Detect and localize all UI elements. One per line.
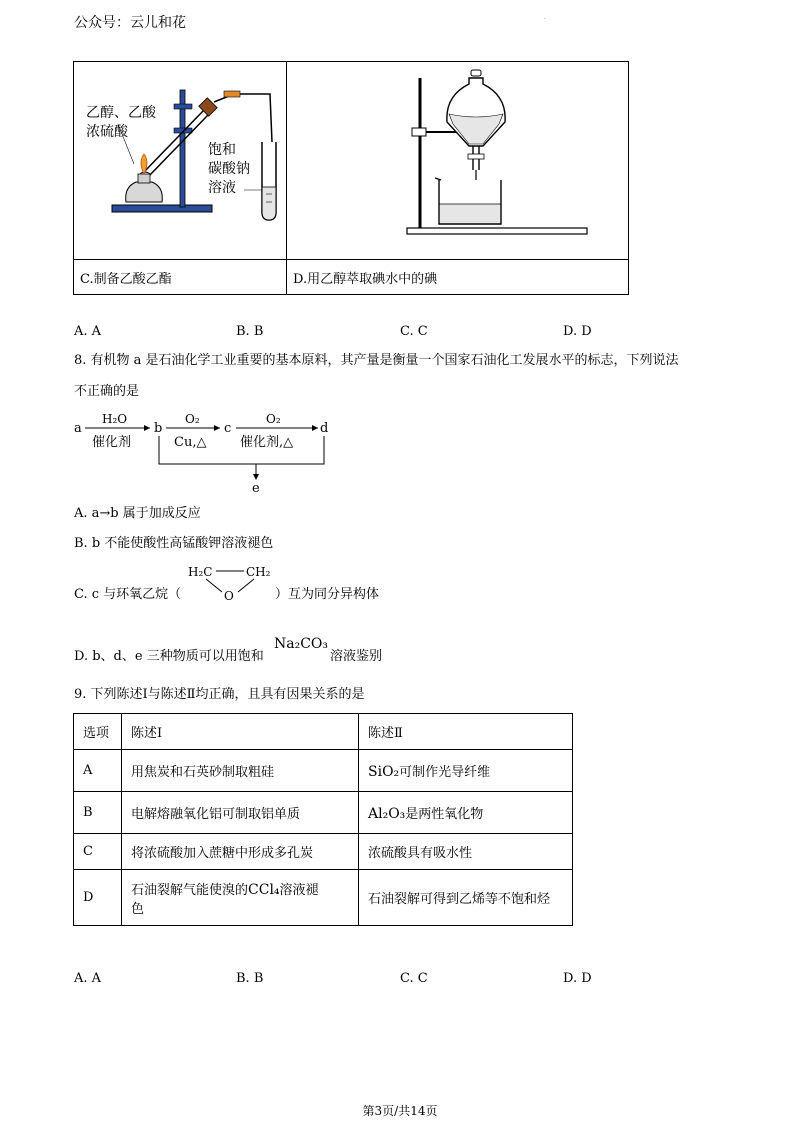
scheme-d: d <box>320 421 329 436</box>
q7-choice-d: D. D <box>563 324 592 339</box>
table-row <box>74 834 573 870</box>
q9-row-a-s2-text: 可制作光导纤维 <box>399 765 491 780</box>
solution-label-3: 溶液 <box>208 180 236 196</box>
q8-stem-line1: 8. 有机物 a 是石油化学工业重要的基本原料，其产量是衡量一个国家石油化工发展水平的标志，下列说法 <box>74 353 679 368</box>
solution-label-2: 碳酸钠 <box>208 161 250 177</box>
q9-row-d-option: D <box>74 870 122 926</box>
q8-option-d-post: 溶液鉴别 <box>330 649 383 664</box>
page-number: 第3页/共14页 <box>362 1104 438 1118</box>
q8-option-b: B. b 不能使酸性高锰酸钾溶液褪色 <box>74 536 274 551</box>
q9-choice-a: A. A <box>74 971 102 986</box>
q9-row-b-s1: 电解熔融氧化铝可制取铝单质 <box>122 792 359 834</box>
source-header: 公众号：云儿和花 <box>74 15 186 31</box>
q9-row-d-s1 <box>122 870 359 926</box>
q8-option-c-pre: C. c 与环氧乙烷（ <box>74 587 182 602</box>
q7-apparatus-table <box>73 61 629 295</box>
q9-row-a-option: A <box>74 750 122 792</box>
q9-header-s1: 陈述Ⅰ <box>122 714 359 750</box>
q9-row-b-s2-text: 是两性氧化物 <box>405 807 484 822</box>
q8-option-d-pre: D. b、d、e 三种物质可以用饱和 <box>74 649 264 664</box>
scheme-b: b <box>154 421 163 436</box>
q7-choice-c: C. C <box>400 324 428 339</box>
table-row <box>74 870 573 926</box>
epoxide-ch2: CH₂ <box>246 565 271 579</box>
separatory-funnel-figure <box>287 62 627 255</box>
q9-stem: 9. 下列陈述Ⅰ与陈述Ⅱ均正确，且具有因果关系的是 <box>74 687 365 702</box>
q9-row-c-s2: 浓硫酸具有吸水性 <box>359 834 573 870</box>
q9-header-row <box>74 714 573 750</box>
q9-row-d-formula: CCl₄ <box>248 881 280 898</box>
q9-row-b-option: B <box>74 792 122 834</box>
q9-row-d-s2: 石油裂解可得到乙烯等不饱和烃 <box>359 870 573 926</box>
scheme-r3-bottom: 催化剂,△ <box>240 435 294 450</box>
q9-row-a-formula: SiO₂ <box>368 764 400 780</box>
q9-row-c-option: C <box>74 834 122 870</box>
q7-choice-b: B. B <box>236 324 264 339</box>
q7-caption-c: C.制备乙酸乙酯 <box>74 260 287 295</box>
scheme-r1-top: H₂O <box>102 412 128 426</box>
q9-header-s2: 陈述Ⅱ <box>359 714 573 750</box>
q9-header-option: 选项 <box>74 714 122 750</box>
q9-row-a-s2 <box>359 750 573 792</box>
q7-caption-d: D.用乙醇萃取碘水中的碘 <box>287 260 629 295</box>
q9-row-c-s1: 将浓硫酸加入蔗糖中形成多孔炭 <box>122 834 359 870</box>
q7-cell-d-image <box>287 62 629 260</box>
solution-label-1: 饱和 <box>208 142 236 158</box>
epoxide-o: O <box>224 589 234 603</box>
q9-choice-b: B. B <box>236 971 264 986</box>
q8-option-d-formula: Na₂CO₃ <box>274 636 329 652</box>
q8-option-c-post: ）互为同分异构体 <box>275 587 380 602</box>
table-row <box>74 750 573 792</box>
reagent-label-2: 浓硫酸 <box>86 124 128 140</box>
q8-reaction-scheme <box>70 406 340 496</box>
q7-choice-a: A. A <box>74 324 102 339</box>
q9-row-b-formula: Al₂O₃ <box>368 806 406 822</box>
scheme-r2-bottom: Cu,△ <box>174 435 207 450</box>
epoxide-h2c: H₂C <box>188 565 213 579</box>
q9-row-d-s1-a: 石油裂解气能使溴的 <box>131 882 249 898</box>
header-mark: . <box>544 14 546 21</box>
q8-stem-line2: 不正确的是 <box>74 384 140 399</box>
scheme-c: c <box>224 421 232 436</box>
reagent-label-1: 乙醇、乙酸 <box>86 105 156 121</box>
table-row <box>74 792 573 834</box>
q9-choice-c: C. C <box>400 971 428 986</box>
scheme-r2-top: O₂ <box>185 412 200 426</box>
esterification-apparatus-figure <box>74 62 286 255</box>
q9-row-a-s1: 用焦炭和石英砂制取粗硅 <box>122 750 359 792</box>
q9-choice-d: D. D <box>563 971 592 986</box>
scheme-r3-top: O₂ <box>266 412 281 426</box>
scheme-e: e <box>252 481 260 496</box>
q8-option-a: A. a→b 属于加成反应 <box>74 506 201 521</box>
q7-cell-c-image <box>74 62 287 260</box>
q9-statement-table <box>73 713 573 926</box>
q9-row-b-s2 <box>359 792 573 834</box>
scheme-r1-bottom: 催化剂 <box>92 435 132 450</box>
scheme-a: a <box>74 421 82 436</box>
epoxide-structure <box>184 560 274 604</box>
q9-row-d-s1-c: 色 <box>131 901 145 917</box>
q9-row-d-s1-b: 溶液褪 <box>279 882 319 898</box>
